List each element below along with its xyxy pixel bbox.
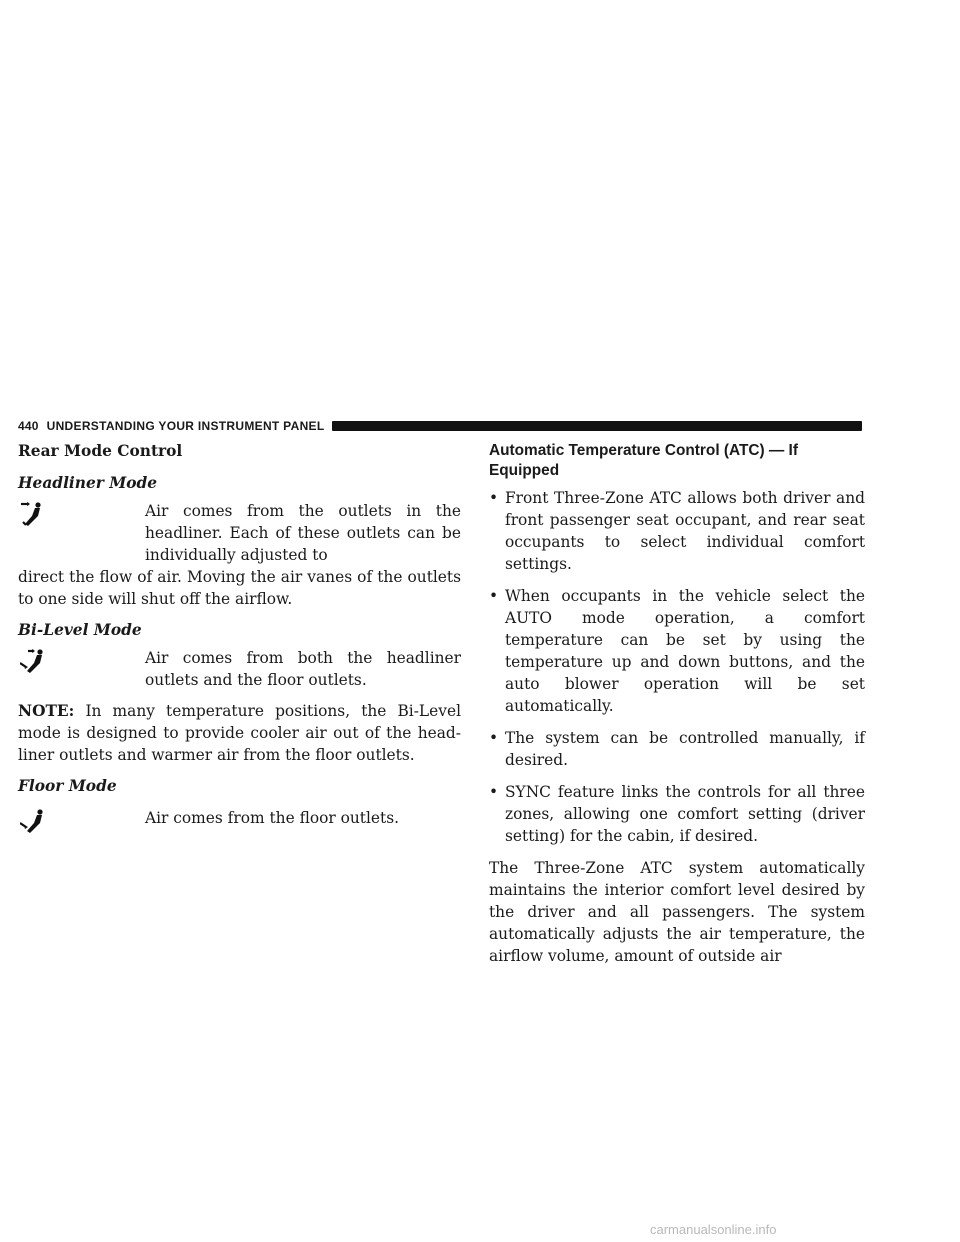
note-text: In many temperature positions, the Bi-Level mode is designed to provide cooler air out of the head- liner outlets and warmer air from the floor outlets. [18,702,461,764]
floor-mode-icon [20,809,46,835]
headliner-mode-heading: Headliner Mode [18,474,158,492]
page-number: 440 [18,419,39,433]
watermark: carmanualsonline.info [650,1222,777,1237]
headliner-mode-text-rest: direct the flow of air. Moving the air vanes of the outlets to one side will shut off the airflow. [18,568,461,608]
floor-mode-heading: Floor Mode [18,777,117,795]
list-item: • SYNC feature links the controls for all three zones, allowing one comfort setting (driver setting) for the cabin, if desired. [489,783,865,845]
chapter-title: UNDERSTANDING YOUR INSTRUMENT PANEL [46,419,325,433]
atc-paragraph: The Three-Zone ATC system automatically maintains the interior comfort level desired by the driver and all passengers. The system automatically adjusts the air temperature, the airflow volume, amount of outside air [489,859,865,965]
note-paragraph [18,700,461,766]
floor-mode-block [18,803,461,829]
bi-level-mode-block [18,647,461,691]
bi-level-mode-heading: Bi-Level Mode [18,621,142,639]
page-header [18,416,862,436]
left-column [18,440,461,829]
list-item: • Front Three-Zone ATC allows both driver and front passenger seat occupant, and rear seat occupants to select individual comfort settings. [489,489,865,573]
atc-bullet-list [489,487,865,847]
bi-level-mode-text: Air comes from both the headliner outlets and the floor outlets. [145,649,461,689]
rear-mode-control-heading: Rear Mode Control [18,442,183,460]
atc-heading: Automatic Temperature Control (ATC) — If Equipped [489,442,798,479]
note-label: NOTE: [18,702,75,720]
header-rule [332,421,862,431]
headliner-mode-text-first: Air comes from the outlets in the headliner. Each of these outlets can be individually adjusted to [145,502,461,564]
headliner-mode-block [18,500,461,610]
floor-mode-text: Air comes from the floor outlets. [145,809,399,827]
list-item: • The system can be controlled manually, if desired. [489,729,865,769]
list-item: • When occupants in the vehicle select the AUTO mode operation, a comfort temperature can be set by using the temperature up and down buttons, and the auto blower operation will be set automatically. [489,587,865,715]
headliner-mode-icon [20,502,46,528]
right-column [489,441,865,967]
bi-level-mode-icon [20,649,46,675]
